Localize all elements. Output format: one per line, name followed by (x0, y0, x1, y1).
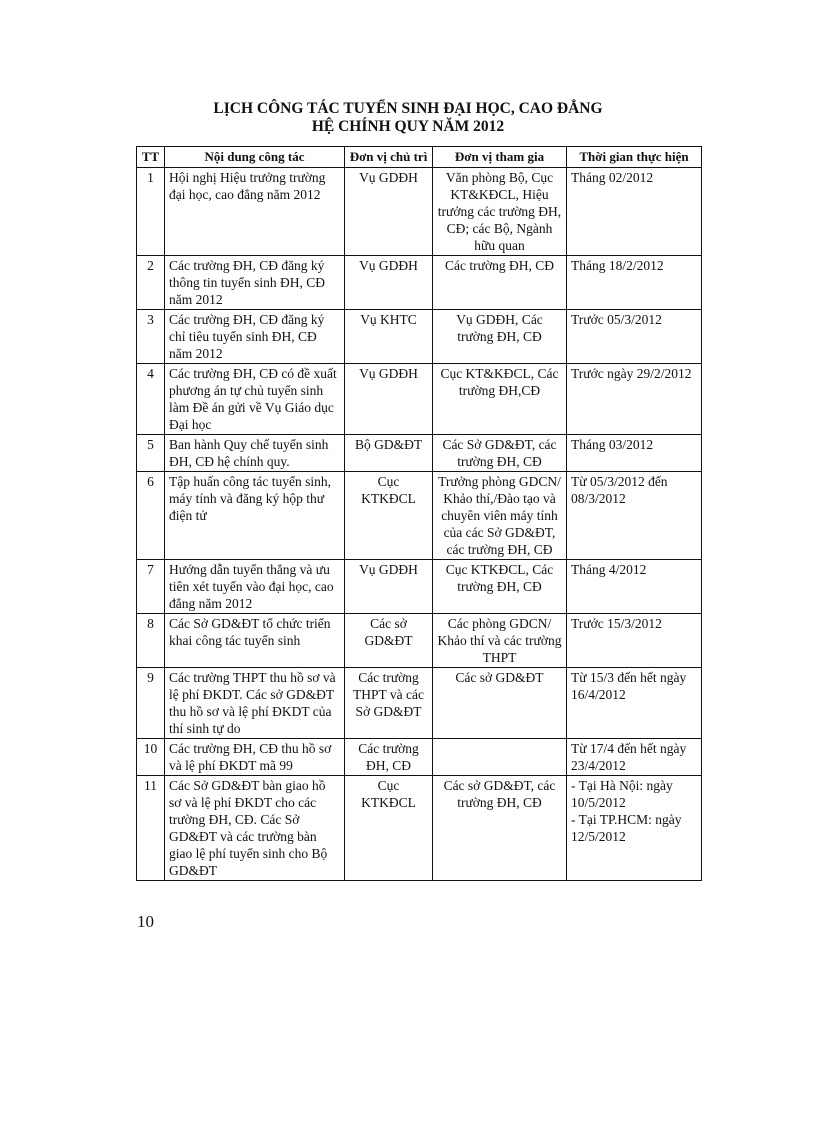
row-content: Các trường ĐH, CĐ có đề xuất phương án tự chủ tuyển sinh làm Đề án gửi về Vụ Giáo dục Đại học (165, 364, 345, 435)
row-time (567, 168, 702, 256)
row-content: Hướng dẫn tuyển thẳng và ưu tiên xét tuyển vào đại học, cao đẳng năm 2012 (165, 560, 345, 614)
row-lead-unit: Vụ GDĐH (345, 560, 433, 614)
time-line: Từ 17/4 đến hết ngày 23/4/2012 (571, 741, 687, 773)
table-row (137, 739, 702, 776)
row-participants: Cục KTKĐCL, Các trường ĐH, CĐ (433, 560, 567, 614)
row-number: 3 (137, 310, 165, 364)
row-number: 4 (137, 364, 165, 435)
table-row (137, 310, 702, 364)
time-line: Từ 05/3/2012 đến 08/3/2012 (571, 474, 668, 506)
row-time (567, 668, 702, 739)
row-participants: Văn phòng Bộ, Cục KT&KĐCL, Hiệu trưởng các trường ĐH, CĐ; các Bộ, Ngành hữu quan (433, 168, 567, 256)
row-time (567, 739, 702, 776)
row-lead-unit: Vụ GDĐH (345, 168, 433, 256)
time-line: - Tại Hà Nội: ngày 10/5/2012 (571, 778, 673, 810)
row-participants: Các trường ĐH, CĐ (433, 256, 567, 310)
row-time (567, 435, 702, 472)
row-content: Các Sở GD&ĐT tổ chức triển khai công tác tuyển sinh (165, 614, 345, 668)
row-time (567, 310, 702, 364)
row-time (567, 560, 702, 614)
table-row (137, 776, 702, 881)
row-time (567, 256, 702, 310)
row-lead-unit: Cục KTKĐCL (345, 472, 433, 560)
row-lead-unit: Các trường ĐH, CĐ (345, 739, 433, 776)
row-participants: Trưởng phòng GDCN/ Khảo thí,/Đào tạo và chuyên viên máy tính của các Sở GD&ĐT, các trường ĐH, CĐ (433, 472, 567, 560)
row-lead-unit: Bộ GD&ĐT (345, 435, 433, 472)
table-body (137, 168, 702, 881)
title-line-2: HỆ CHÍNH QUY NĂM 2012 (311, 118, 505, 135)
schedule-table (136, 146, 702, 881)
row-number: 7 (137, 560, 165, 614)
row-number: 5 (137, 435, 165, 472)
row-lead-unit: Các sở GD&ĐT (345, 614, 433, 668)
row-participants: Các phòng GDCN/ Khảo thí và các trường THPT (433, 614, 567, 668)
row-participants: Các Sở GD&ĐT, các trường ĐH, CĐ (433, 435, 567, 472)
row-participants (433, 739, 567, 776)
time-line: Từ 15/3 đến hết ngày 16/4/2012 (571, 670, 687, 702)
time-line: Trước 15/3/2012 (571, 616, 662, 631)
table-header-row (137, 147, 702, 168)
row-number: 1 (137, 168, 165, 256)
time-line: Tháng 03/2012 (571, 437, 654, 452)
time-line: Tháng 18/2/2012 (571, 258, 664, 273)
row-number: 9 (137, 668, 165, 739)
row-lead-unit: Vụ KHTC (345, 310, 433, 364)
title-line-1: LỊCH CÔNG TÁC TUYỂN SINH ĐẠI HỌC, CAO ĐẲNG (213, 100, 603, 117)
row-lead-unit: Các trường THPT và các Sở GD&ĐT (345, 668, 433, 739)
header-lead-unit: Đơn vị chủ trì (345, 147, 433, 168)
table-row (137, 560, 702, 614)
table-row (137, 364, 702, 435)
table-row (137, 168, 702, 256)
row-number: 8 (137, 614, 165, 668)
row-content: Các trường ĐH, CĐ đăng ký chỉ tiêu tuyển sinh ĐH, CĐ năm 2012 (165, 310, 345, 364)
page-number: 10 (137, 912, 154, 931)
row-lead-unit: Cục KTKĐCL (345, 776, 433, 881)
row-content: Các trường ĐH, CĐ đăng ký thông tin tuyển sinh ĐH, CĐ năm 2012 (165, 256, 345, 310)
time-line: Tháng 02/2012 (571, 170, 654, 185)
table-row (137, 668, 702, 739)
header-participants: Đơn vị tham gia (433, 147, 567, 168)
row-time (567, 614, 702, 668)
time-line: - Tại TP.HCM: ngày 12/5/2012 (571, 812, 682, 844)
time-line: Tháng 4/2012 (571, 562, 647, 577)
time-line: Trước ngày 29/2/2012 (571, 366, 692, 381)
row-number: 10 (137, 739, 165, 776)
row-time (567, 364, 702, 435)
row-number: 6 (137, 472, 165, 560)
row-participants: Các sở GD&ĐT (433, 668, 567, 739)
row-lead-unit: Vụ GDĐH (345, 256, 433, 310)
row-content: Các Sở GD&ĐT bàn giao hồ sơ và lệ phí ĐKDT cho các trường ĐH, CĐ. Các Sở GD&ĐT và các trường bàn giao lệ phí tuyển sinh cho Bộ GD&ĐT (165, 776, 345, 881)
row-content: Các trường ĐH, CĐ thu hồ sơ và lệ phí ĐKDT mã 99 (165, 739, 345, 776)
row-time (567, 776, 702, 881)
header-tt: TT (137, 147, 165, 168)
row-number: 11 (137, 776, 165, 881)
time-line: Trước 05/3/2012 (571, 312, 662, 327)
table-row (137, 256, 702, 310)
row-participants: Các sở GD&ĐT, các trường ĐH, CĐ (433, 776, 567, 881)
table-row (137, 472, 702, 560)
row-content: Tập huấn công tác tuyển sinh, máy tính và đăng ký hộp thư điện tử (165, 472, 345, 560)
row-number: 2 (137, 256, 165, 310)
row-time (567, 472, 702, 560)
table-row (137, 435, 702, 472)
table-row (137, 614, 702, 668)
row-lead-unit: Vụ GDĐH (345, 364, 433, 435)
row-content: Các trường THPT thu hồ sơ và lệ phí ĐKDT. Các sở GD&ĐT thu hồ sơ và lệ phí ĐKDT của thí sinh tự do (165, 668, 345, 739)
row-participants: Cục KT&KĐCL, Các trường ĐH,CĐ (433, 364, 567, 435)
document-title (0, 100, 816, 136)
header-time: Thời gian thực hiện (567, 147, 702, 168)
header-content: Nội dung công tác (165, 147, 345, 168)
row-participants: Vụ GDĐH, Các trường ĐH, CĐ (433, 310, 567, 364)
row-content: Ban hành Quy chế tuyển sinh ĐH, CĐ hệ chính quy. (165, 435, 345, 472)
row-content: Hội nghị Hiệu trưởng trường đại học, cao đẳng năm 2012 (165, 168, 345, 256)
